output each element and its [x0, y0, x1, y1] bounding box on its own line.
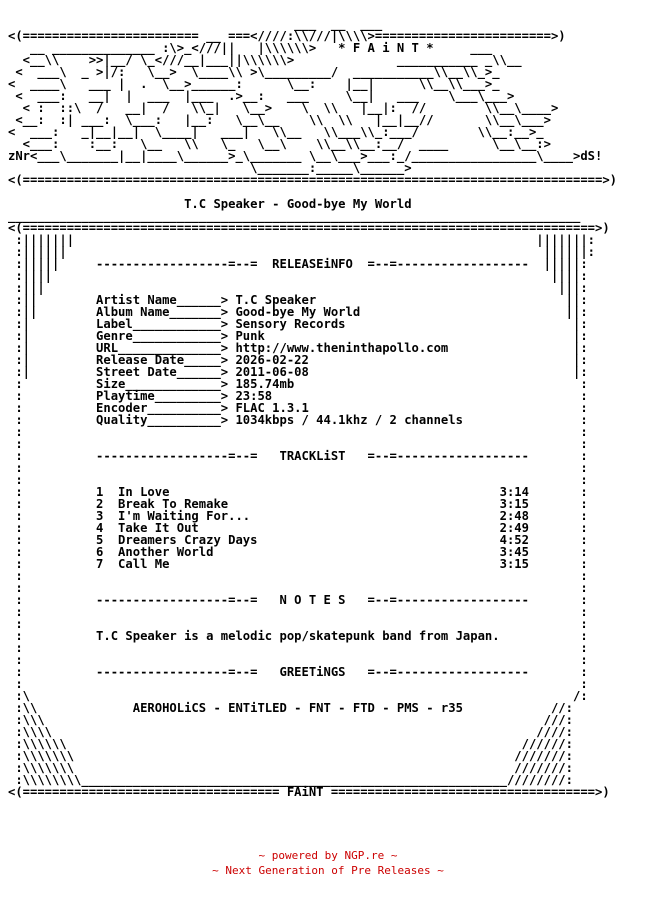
footer-credits: [0, 848, 656, 878]
ngp-tagline-text: ~ Next Generation of Pre Releases ~: [212, 864, 444, 877]
nfo-ascii-text: ___ __ ___ <(======================== __ ===<////:\\///|\\\\>========================>) __ ______________ :\>_<///|| |\\\\\\> * F A i N T * ___ <__\\ >>|__/ \_<///__|___||\\\\\\> ___________ _\\__ < ___\ _ >|/: \__> \____\\ >\_________/ ___________\\__\\_>_ < ____\ ___ | . \__>______: \__: |__| \\__\\___>_ < ___: __| | ___ |___ .>__: ___ \__| ___ \___\___> < : ::\ / __| / \\_| \__> \ \\ |__|: // \\__\____> <__: :| ___: \___: |__: \__\__ \\ \\ |__|__// \\__\___> < ___: _|__|__| \____| ___| \\__ \\___\\_:___/ \\__:__>_ <___: :__: \__ \\ \_ \__\ \\__\\__:__/ ____ \__\__:> zNr<___\_______|__|____\______>_\_______ \__\___>___:_/_________________\____>dS! \_______:_____\______> <(===============================================================================>) T.C Speaker - Good-bye My World ______________________________________________________________________________ <(==============================================================================>) :||||||| |||||||: :|||||| ||||||: :||||| ------------------=--= RELEASEiNFO =--=------------------ |||||: :|||| ||||: :||| |||: :|| Artist Name______> T.C Speaker ||: :|| Album Name_______> Good-bye My World ||: :| Label____________> Sensory Records |: :| Genre____________> Punk |: :| URL______________> http://www.theninthapollo.com |: :| Release Date_____> 2026-02-22 |: :| Street Date______> 2011-06-08 |: : Size_____________> 185.74mb : : Playtime_________> 23:58 : : Encoder__________> FLAC 1.3.1 : : Quality__________> 1034kbps / 44.1khz / 2 channels : : : : : : ------------------=--= TRACKLiST =--=------------------ : : : : : : 1 In Love 3:14 : : 2 Break To Remake 3:15 : : 3 I'm Waiting For... 2:48 : : 4 Take It Out 2:49 : : 5 Dreamers Crazy Days 4:52 : : 6 Another World 3:45 : : 7 Call Me 3:15 : : : : : : ------------------=--= N O T E S =--=------------------ : : : : : : T.C Speaker is a melodic pop/skatepunk band from Japan. : : : : : : ------------------=--= GREETiNGS =--=------------------ : : : :\ /: :\\ AEROHOLiCS - ENTiTLED - FNT - FTD - PMS - r35 //: :\\\ ///: :\\\\ ////: :\\\\\\ //////: :\\\\\\\ ///////: :\\\\\\\ ///////: :\\\\\\\\__________________________________________________________////////: <(=================================== FAiNT ====================================>): [8, 17, 618, 799]
powered-by-text: ~ powered by NGP.re ~: [258, 849, 398, 862]
